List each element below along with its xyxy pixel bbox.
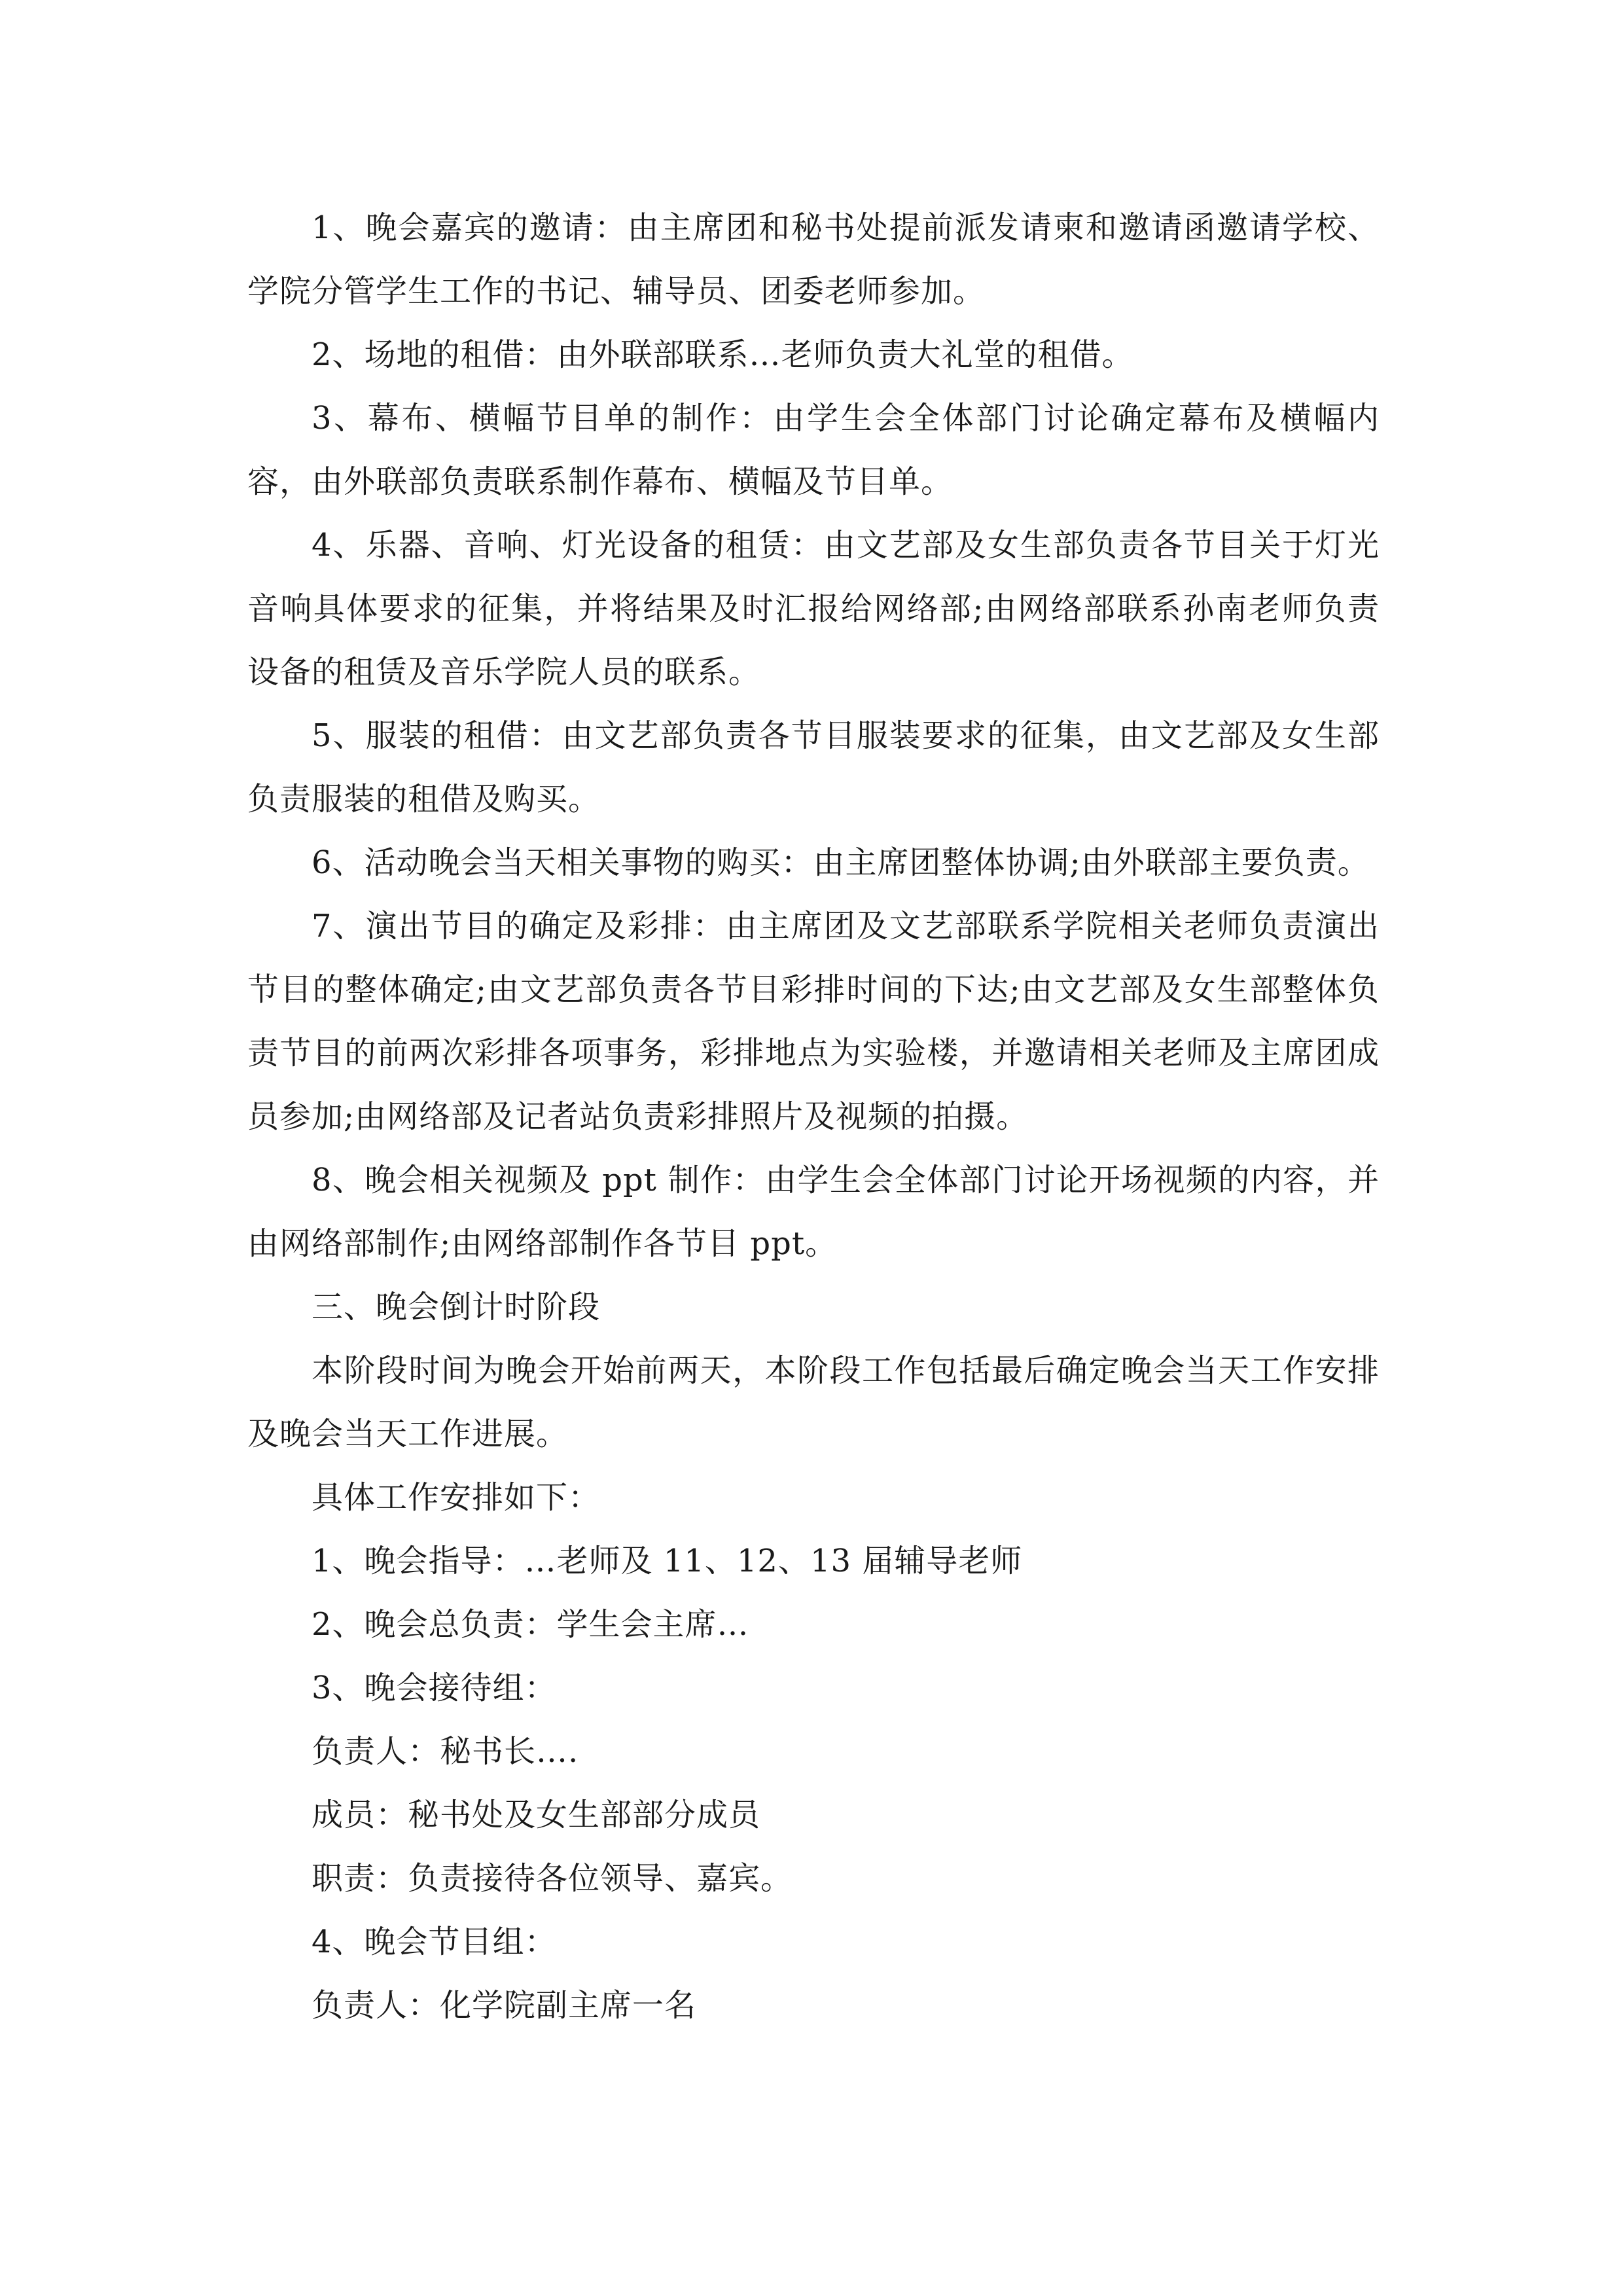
paragraph-equipment-rental: 4、乐器、音响、灯光设备的租赁：由文艺部及女生部负责各节目关于灯光音响具体要求的征集，并将结果及时汇报给网络部;由网络部联系孙南老师负责设备的租赁及音乐学院人员的联系。 xyxy=(247,527,1380,691)
paragraph-arrangement-intro: 具体工作安排如下： xyxy=(312,1479,601,1516)
document-body xyxy=(247,196,1380,2037)
paragraph-guest-invitation: 1、晚会嘉宾的邀请：由主席团和秘书处提前派发请柬和邀请函邀请学校、学院分管学生工作的书记、辅导员、团委老师参加。 xyxy=(247,209,1380,310)
paragraph-reception-members: 成员：秘书处及女生部部分成员 xyxy=(312,1797,761,1833)
paragraph-reception-duty: 职责：负责接待各位领导、嘉宾。 xyxy=(312,1860,793,1897)
paragraph-purchases: 6、活动晚会当天相关事物的购买：由主席团整体协调;由外联部主要负责。 xyxy=(312,844,1370,881)
paragraph-costume-rental: 5、服装的租借：由文艺部负责各节目服装要求的征集，由文艺部及女生部负责服装的租借及购买。 xyxy=(247,717,1380,817)
paragraph-rehearsal: 7、演出节目的确定及彩排：由主席团及文艺部联系学院相关老师负责演出节目的整体确定;由文艺部负责各节目彩排时间的下达;由文艺部及女生部整体负责节目的前两次彩排各项事务，彩排地点为实验楼，并邀请相关老师及主席团成员参加;由网络部及记者站负责彩排照片及视频的拍摄。 xyxy=(247,908,1380,1135)
paragraph-venue-rental: 2、场地的租借：由外联部联系…老师负责大礼堂的租借。 xyxy=(312,336,1134,373)
paragraph-general-lead: 2、晚会总负责：学生会主席… xyxy=(312,1606,749,1643)
paragraph-program-lead: 负责人：化学院副主席一名 xyxy=(312,1987,697,2024)
paragraph-guidance: 1、晚会指导：…老师及 11、12、13 届辅导老师 xyxy=(312,1543,1023,1579)
paragraph-reception-group: 3、晚会接待组： xyxy=(312,1670,557,1706)
paragraph-program-group: 4、晚会节目组： xyxy=(312,1924,557,1960)
paragraph-reception-lead: 负责人：秘书长…. xyxy=(312,1733,579,1770)
paragraph-video-ppt: 8、晚会相关视频及 ppt 制作：由学生会全体部门讨论开场视频的内容，并由网络部制作;由网络部制作各节目 ppt。 xyxy=(247,1162,1380,1262)
section-heading-countdown: 三、晚会倒计时阶段 xyxy=(312,1289,601,1325)
paragraph-curtain-banner: 3、幕布、横幅节目单的制作：由学生会全体部门讨论确定幕布及横幅内容，由外联部负责联系制作幕布、横幅及节目单。 xyxy=(247,400,1380,500)
paragraph-stage-description: 本阶段时间为晚会开始前两天，本阶段工作包括最后确定晚会当天工作安排及晚会当天工作进展。 xyxy=(247,1352,1380,1452)
